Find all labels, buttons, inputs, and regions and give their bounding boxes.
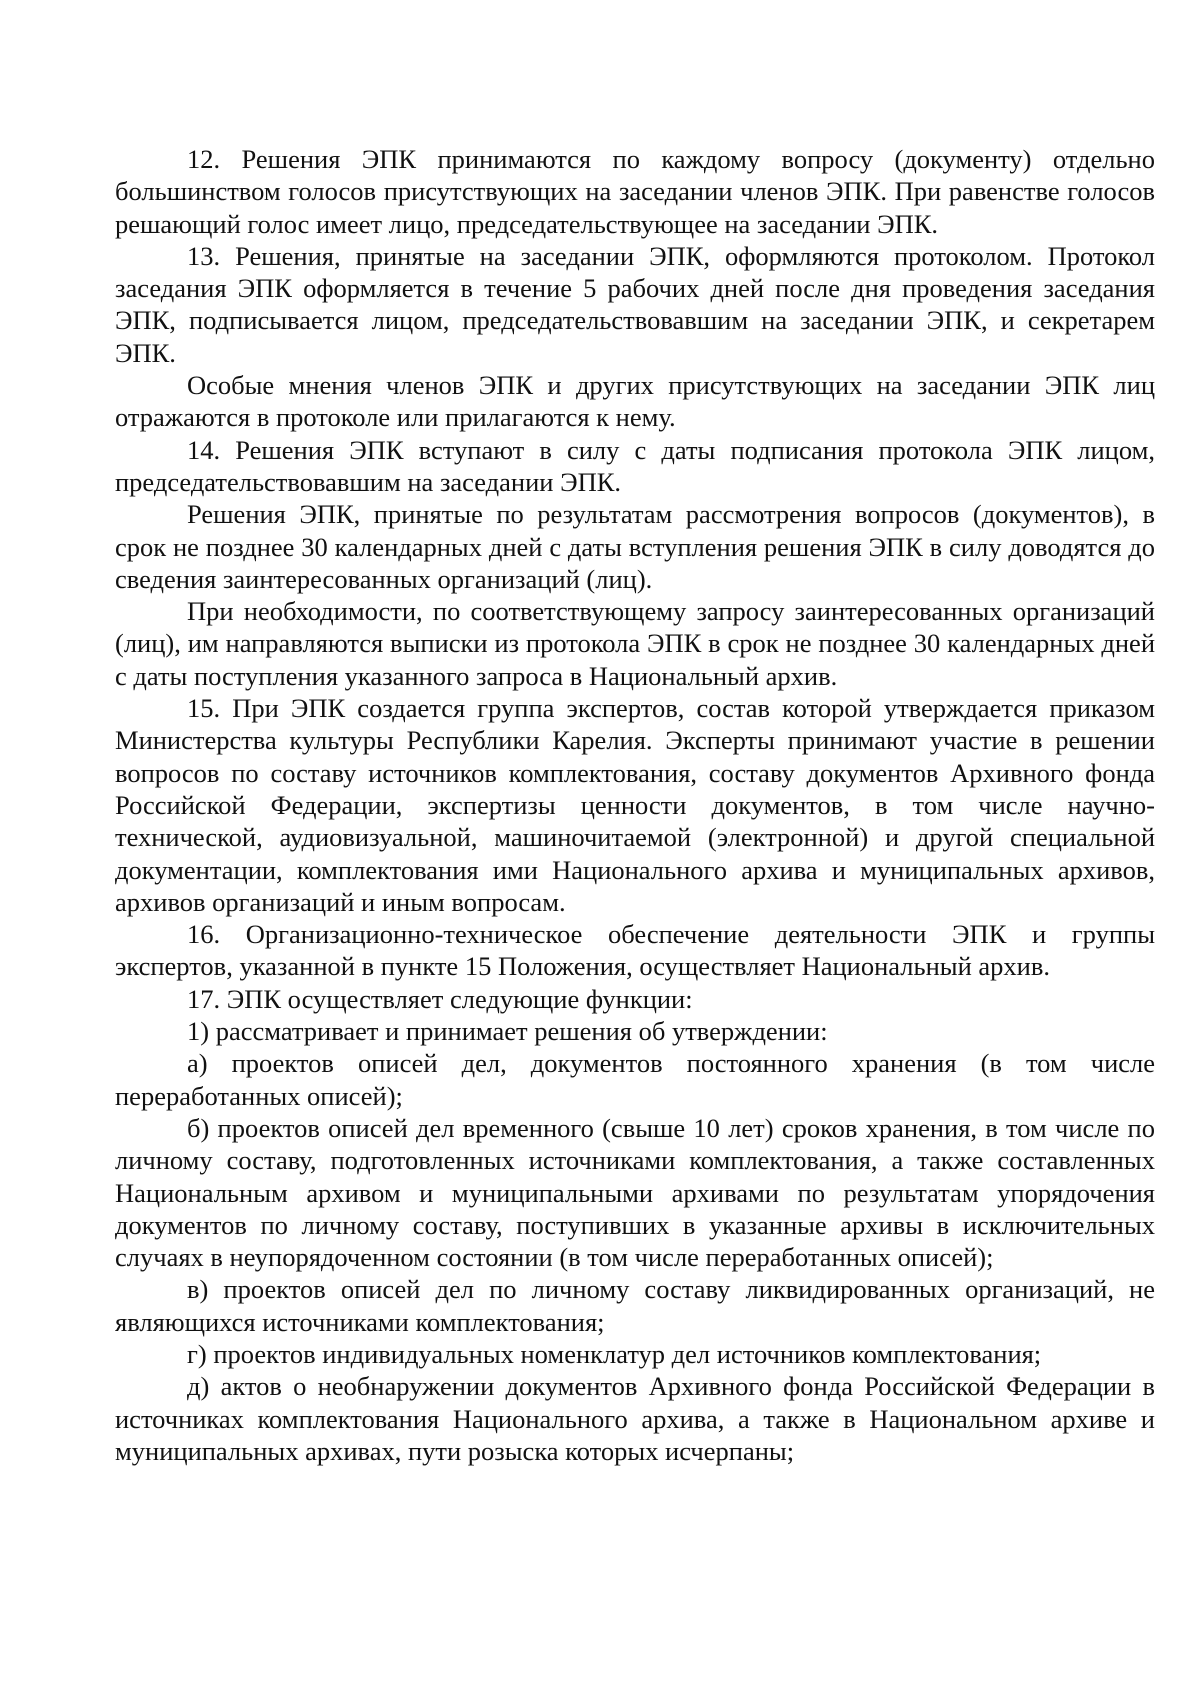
paragraph-13-protocol: 13. Решения, принятые на заседании ЭПК, оформляются протоколом. Протокол заседания ЭПК оформляется в течение 5 рабочих дней после дня проведения заседания ЭПК, подписывается лицом, председательствовавшим на заседании ЭПК, и секретарем ЭПК.	[115, 240, 1155, 368]
paragraph-item-v: в) проектов описей дел по личному составу ликвидированных организаций, не являющихся источниками комплектования;	[115, 1274, 1155, 1337]
paragraph-12-decisions-voting: 12. Решения ЭПК принимаются по каждому вопросу (документу) отдельно большинством голосов присутствующих на заседании членов ЭПК. При равенстве голосов решающий голос имеет лицо, председательствующее на заседании ЭПК.	[115, 144, 1155, 239]
paragraph-14-entry-into-force: 14. Решения ЭПК вступают в силу с даты подписания протокола ЭПК лицом, председательствовавшим на заседании ЭПК.	[115, 434, 1155, 497]
paragraph-function-1: 1) рассматривает и принимает решения об утверждении:	[187, 1016, 828, 1047]
paragraph-15-expert-group: 15. При ЭПК создается группа экспертов, состав которой утверждается приказом Министерства культуры Республики Карелия. Эксперты принимают участие в решении вопросов по составу источников комплектования, составу документов Архивного фонда Российской Федерации, экспертизы ценности документов, в том числе научно-технической, аудиовизуальной, машиночитаемой (электронной) и другой специальной документации, комплектования ими Национального архива и муниципальных архивов, архивов организаций и иным вопросам.	[115, 693, 1155, 917]
paragraph-item-d: д) актов о необнаружении документов Архивного фонда Российской Федерации в источниках комплектования Национального архива, а также в Национальном архиве и муниципальных архивах, пути розыска которых исчерпаны;	[115, 1371, 1155, 1466]
paragraph-extracts-on-request: При необходимости, по соответствующему запросу заинтересованных организаций (лиц), им направляются выписки из протокола ЭПК в срок не позднее 30 календарных дней с даты поступления указанного запроса в Национальный архив.	[115, 596, 1155, 691]
paragraph-item-b: б) проектов описей дел временного (свыше 10 лет) сроков хранения, в том числе по личному составу, подготовленных источниками комплектования, а также составленных Национальным архивом и муниципальными архивами по результатам упорядочения документов по личному составу, поступивших в указанные архивы в исключительных случаях в неупорядоченном состоянии (в том числе переработанных описей);	[115, 1112, 1155, 1273]
document-body	[115, 143, 1155, 1467]
paragraph-item-a: а) проектов описей дел, документов постоянного хранения (в том числе переработанных описей);	[115, 1048, 1155, 1111]
paragraph-17-functions-heading: 17. ЭПК осуществляет следующие функции:	[187, 983, 693, 1014]
paragraph-special-opinions: Особые мнения членов ЭПК и других присутствующих на заседании ЭПК лиц отражаются в протоколе или прилагаются к нему.	[115, 370, 1155, 433]
paragraph-notification-deadline: Решения ЭПК, принятые по результатам рассмотрения вопросов (документов), в срок не позднее 30 календарных дней с даты вступления решения ЭПК в силу доводятся до сведения заинтересованных организаций (лиц).	[115, 499, 1155, 594]
paragraph-item-g: г) проектов индивидуальных номенклатур дел источников комплектования;	[187, 1338, 1042, 1369]
paragraph-16-organizational-support: 16. Организационно-техническое обеспечение деятельности ЭПК и группы экспертов, указанной в пункте 15 Положения, осуществляет Национальный архив.	[115, 919, 1155, 982]
